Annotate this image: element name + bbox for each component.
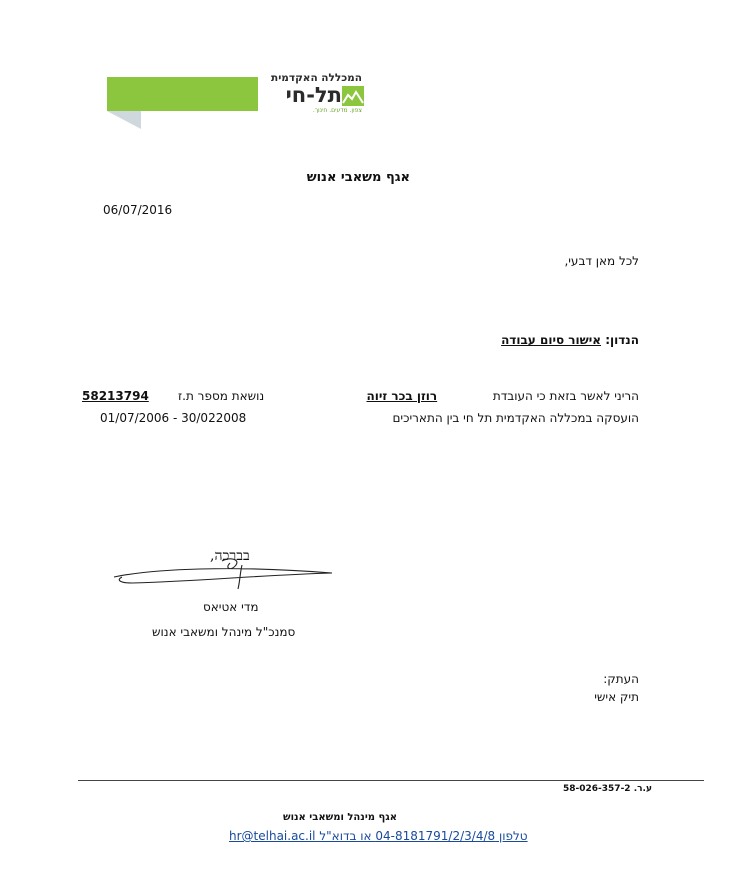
signer-name: מדי אטיאס	[203, 600, 259, 614]
subject-line	[501, 333, 639, 347]
mountain-icon	[342, 86, 364, 106]
subject-text: אישור סיום עבודה	[501, 333, 602, 347]
cc-item: תיק אישי	[594, 690, 639, 704]
footer-divider	[78, 780, 704, 781]
subject-label: הנדון:	[605, 333, 639, 347]
closing-blessing: בברכה,	[210, 548, 250, 564]
body-line-1-start	[366, 389, 639, 403]
registration-number: ע.ר. 58-026-357-2	[563, 784, 652, 794]
employee-name: רוזן בכר זיוה	[366, 389, 438, 403]
document-date: 06/07/2016	[103, 203, 173, 217]
department-title: אגף משאבי אנוש	[306, 170, 410, 185]
logo-name-text: תל-חי	[285, 83, 342, 107]
body-line-2: הועסקה במכללה האקדמית תל חי בין התאריכים	[392, 411, 639, 425]
footer-department: אגף מינהל ומשאבי אנוש	[283, 812, 397, 823]
logo-tagline: צפון. מדעים. חינוך.	[312, 107, 362, 114]
body-line-1-prefix: הריני לאשר בזאת כי העובדת	[492, 389, 639, 403]
college-logo	[262, 72, 366, 116]
signer-role: סמנכ"ל מינהל ומשאבי אנוש	[152, 625, 296, 639]
logo-green-bar	[107, 77, 258, 111]
logo-college-text: המכללה האקדמית	[271, 72, 362, 84]
body-line-1-middle: נושאת מספר ת.ז	[178, 389, 265, 403]
handwritten-signature	[112, 555, 342, 595]
cc-label: העתק:	[603, 672, 639, 686]
salutation: לכל מאן דבעי,	[564, 254, 639, 268]
employee-id: 58213794	[82, 389, 149, 403]
employment-period: 01/07/2006 - 30/022008	[100, 411, 247, 425]
footer-contact-link[interactable]: טלפון 04-8181791/2/3/4/8 או בדוא"ל hr@telhai.ac.il	[229, 829, 528, 843]
logo-fold-shape	[107, 111, 141, 129]
